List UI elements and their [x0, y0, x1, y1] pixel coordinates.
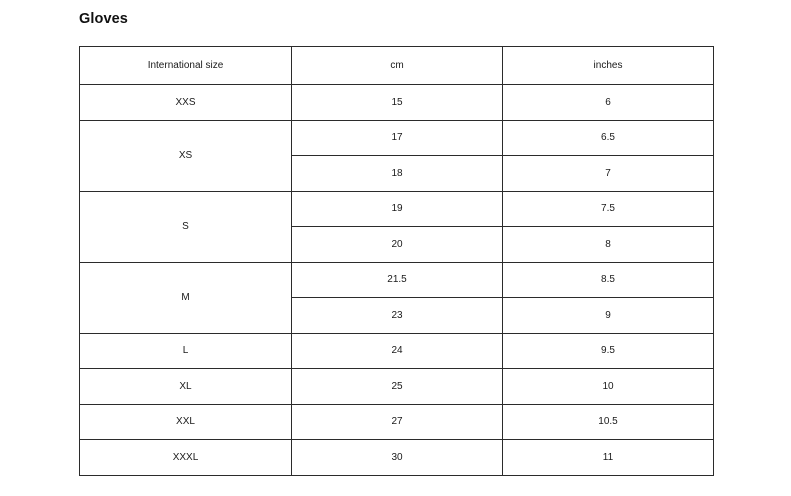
cell-size: XS — [80, 120, 292, 191]
cell-inches: 9 — [503, 298, 714, 334]
column-header-inches: inches — [503, 47, 714, 85]
cell-inches: 10.5 — [503, 404, 714, 440]
cell-inches: 9.5 — [503, 333, 714, 369]
cell-cm: 23 — [292, 298, 503, 334]
cell-inches: 6.5 — [503, 120, 714, 156]
page-title: Gloves — [79, 11, 128, 27]
cell-inches: 10 — [503, 369, 714, 405]
cell-inches: 8.5 — [503, 262, 714, 298]
cell-size: S — [80, 191, 292, 262]
cell-cm: 19 — [292, 191, 503, 227]
cell-inches: 11 — [503, 440, 714, 476]
table-row — [80, 440, 714, 476]
table-row — [80, 191, 714, 227]
cell-cm: 20 — [292, 227, 503, 263]
cell-cm: 18 — [292, 156, 503, 192]
table-row — [80, 333, 714, 369]
cell-inches: 8 — [503, 227, 714, 263]
table-row — [80, 120, 714, 156]
column-header-international-size: International size — [80, 47, 292, 85]
table-row — [80, 404, 714, 440]
table-row — [80, 262, 714, 298]
table-row — [80, 85, 714, 121]
cell-cm: 25 — [292, 369, 503, 405]
cell-cm: 24 — [292, 333, 503, 369]
cell-inches: 6 — [503, 85, 714, 121]
column-header-cm: cm — [292, 47, 503, 85]
size-chart-table — [79, 46, 714, 476]
table-row — [80, 369, 714, 405]
cell-cm: 17 — [292, 120, 503, 156]
cell-size: L — [80, 333, 292, 369]
table-header-row — [80, 47, 714, 85]
cell-size: XXS — [80, 85, 292, 121]
table-header — [80, 47, 714, 85]
cell-size: XL — [80, 369, 292, 405]
cell-cm: 27 — [292, 404, 503, 440]
cell-cm: 21.5 — [292, 262, 503, 298]
cell-cm: 30 — [292, 440, 503, 476]
cell-size: M — [80, 262, 292, 333]
cell-size: XXXL — [80, 440, 292, 476]
cell-size: XXL — [80, 404, 292, 440]
cell-inches: 7 — [503, 156, 714, 192]
cell-cm: 15 — [292, 85, 503, 121]
cell-inches: 7.5 — [503, 191, 714, 227]
table-body — [80, 85, 714, 476]
